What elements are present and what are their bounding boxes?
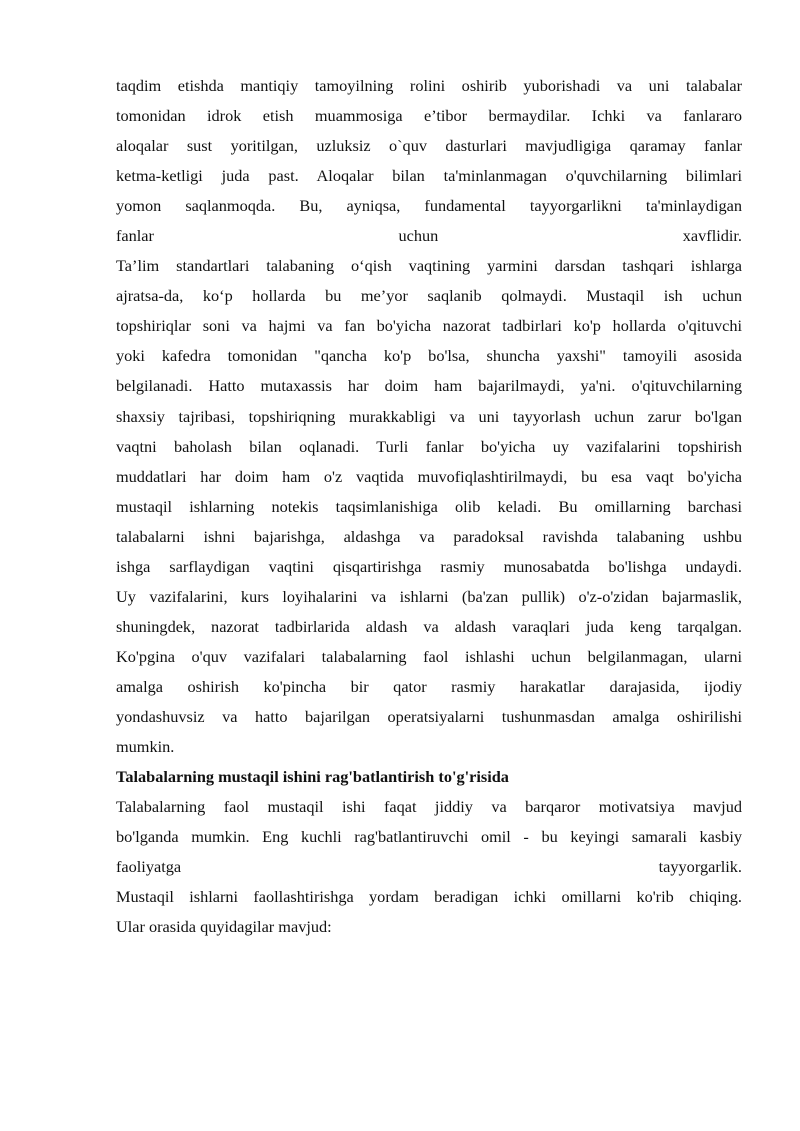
text-line: Talabalarning faol mustaqil ishi faqat jiddiy va barqaror motivatsiya mavjud — [116, 797, 742, 817]
text-line: ketma-ketligi juda past. Aloqalar bilan ta'minlanmagan o'quvchilarning bilimlari — [116, 166, 742, 186]
paragraph-4 — [116, 882, 742, 942]
text-line: yomon saqlanmoqda. Bu, ayniqsa, fundamental tayyorgarlikni ta'minlaydigan — [116, 196, 742, 216]
text-line: taqdim etishda mantiqiy tamoyilning rolini oshirib yuborishadi va uni talabalar — [116, 76, 742, 95]
text-line: yoki kafedra tomonidan "qancha ko'p bo'lsa, shuncha yaxshi" tamoyili asosida — [116, 346, 742, 366]
paragraph-2 — [116, 251, 742, 762]
section-heading: Talabalarning mustaqil ishini rag'batlantirish to'g'risida — [116, 767, 509, 787]
document-page — [116, 71, 742, 942]
text-line: talabalarni ishni bajarishga, aldashga va paradoksal ravishda talabaning ushbu — [116, 526, 742, 546]
text-line: Ular orasida quyidagilar mavjud: — [116, 917, 332, 937]
text-line: Uy vazifalarini, kurs loyihalarini va ishlarni (ba'zan pullik) o'z-o'zidan bajarmaslik, — [116, 586, 742, 606]
text-line: shaxsiy tajribasi, topshiriqning murakkabligi va uni tayyorlash uchun zarur bo'lgan — [116, 406, 742, 426]
paragraph-3 — [116, 792, 742, 882]
text-line: belgilanadi. Hatto mutaxassis har doim ham bajarilmaydi, ya'ni. o'qituvchilarning — [116, 376, 742, 396]
paragraph-1 — [116, 71, 742, 251]
text-line: mustaqil ishlarning notekis taqsimlanishiga olib keladi. Bu omillarning barchasi — [116, 496, 742, 516]
text-line: Ko'pgina o'quv vazifalari talabalarning faol ishlashi uchun belgilanmagan, ularni — [116, 646, 742, 666]
text-line: topshiriqlar soni va hajmi va fan bo'yicha nazorat tadbirlari ko'p hollarda o'qituvchi — [116, 316, 742, 336]
text-line: bo'lganda mumkin. Eng kuchli rag'batlantiruvchi omil - bu keyingi samarali kasbiy — [116, 827, 742, 847]
text-line: Ta’lim standartlari talabaning o‘qish vaqtining yarmini darsdan tashqari ishlarga — [116, 256, 742, 276]
text-line: tomonidan idrok etish muammosiga e’tibor bermaydilar. Ichki va fanlararo — [116, 106, 742, 126]
text-line: mumkin. — [116, 737, 175, 757]
text-line: aloqalar sust yoritilgan, uzluksiz o`quv dasturlari mavjudligiga qaramay fanlar — [116, 136, 742, 156]
text-line: faoliyatga tayyorgarlik. — [116, 857, 742, 877]
text-line: amalga oshirish ko'pincha bir qator rasmiy harakatlar darajasida, ijodiy — [116, 676, 742, 696]
text-line: vaqtni baholash bilan oqlanadi. Turli fanlar bo'yicha uy vazifalarini topshirish — [116, 436, 742, 456]
text-line: yondashuvsiz va hatto bajarilgan operatsiyalarni tushunmasdan amalga oshirilishi — [116, 706, 742, 726]
text-line: muddatlari har doim ham o'z vaqtida muvofiqlashtirilmaydi, bu esa vaqt bo'yicha — [116, 466, 742, 486]
text-line: shuningdek, nazorat tadbirlarida aldash va aldash varaqlari juda keng tarqalgan. — [116, 616, 742, 636]
text-line: ajratsa-da, ko‘p hollarda bu me’yor saqlanib qolmaydi. Mustaqil ish uchun — [116, 286, 742, 306]
text-line: fanlar uchun xavflidir. — [116, 226, 742, 246]
text-line: ishga sarflaydigan vaqtini qisqartirishga rasmiy munosabatda bo'lishga undaydi. — [116, 556, 742, 576]
text-line: Mustaqil ishlarni faollashtirishga yordam beradigan ichki omillarni ko'rib chiqing. — [116, 887, 742, 907]
